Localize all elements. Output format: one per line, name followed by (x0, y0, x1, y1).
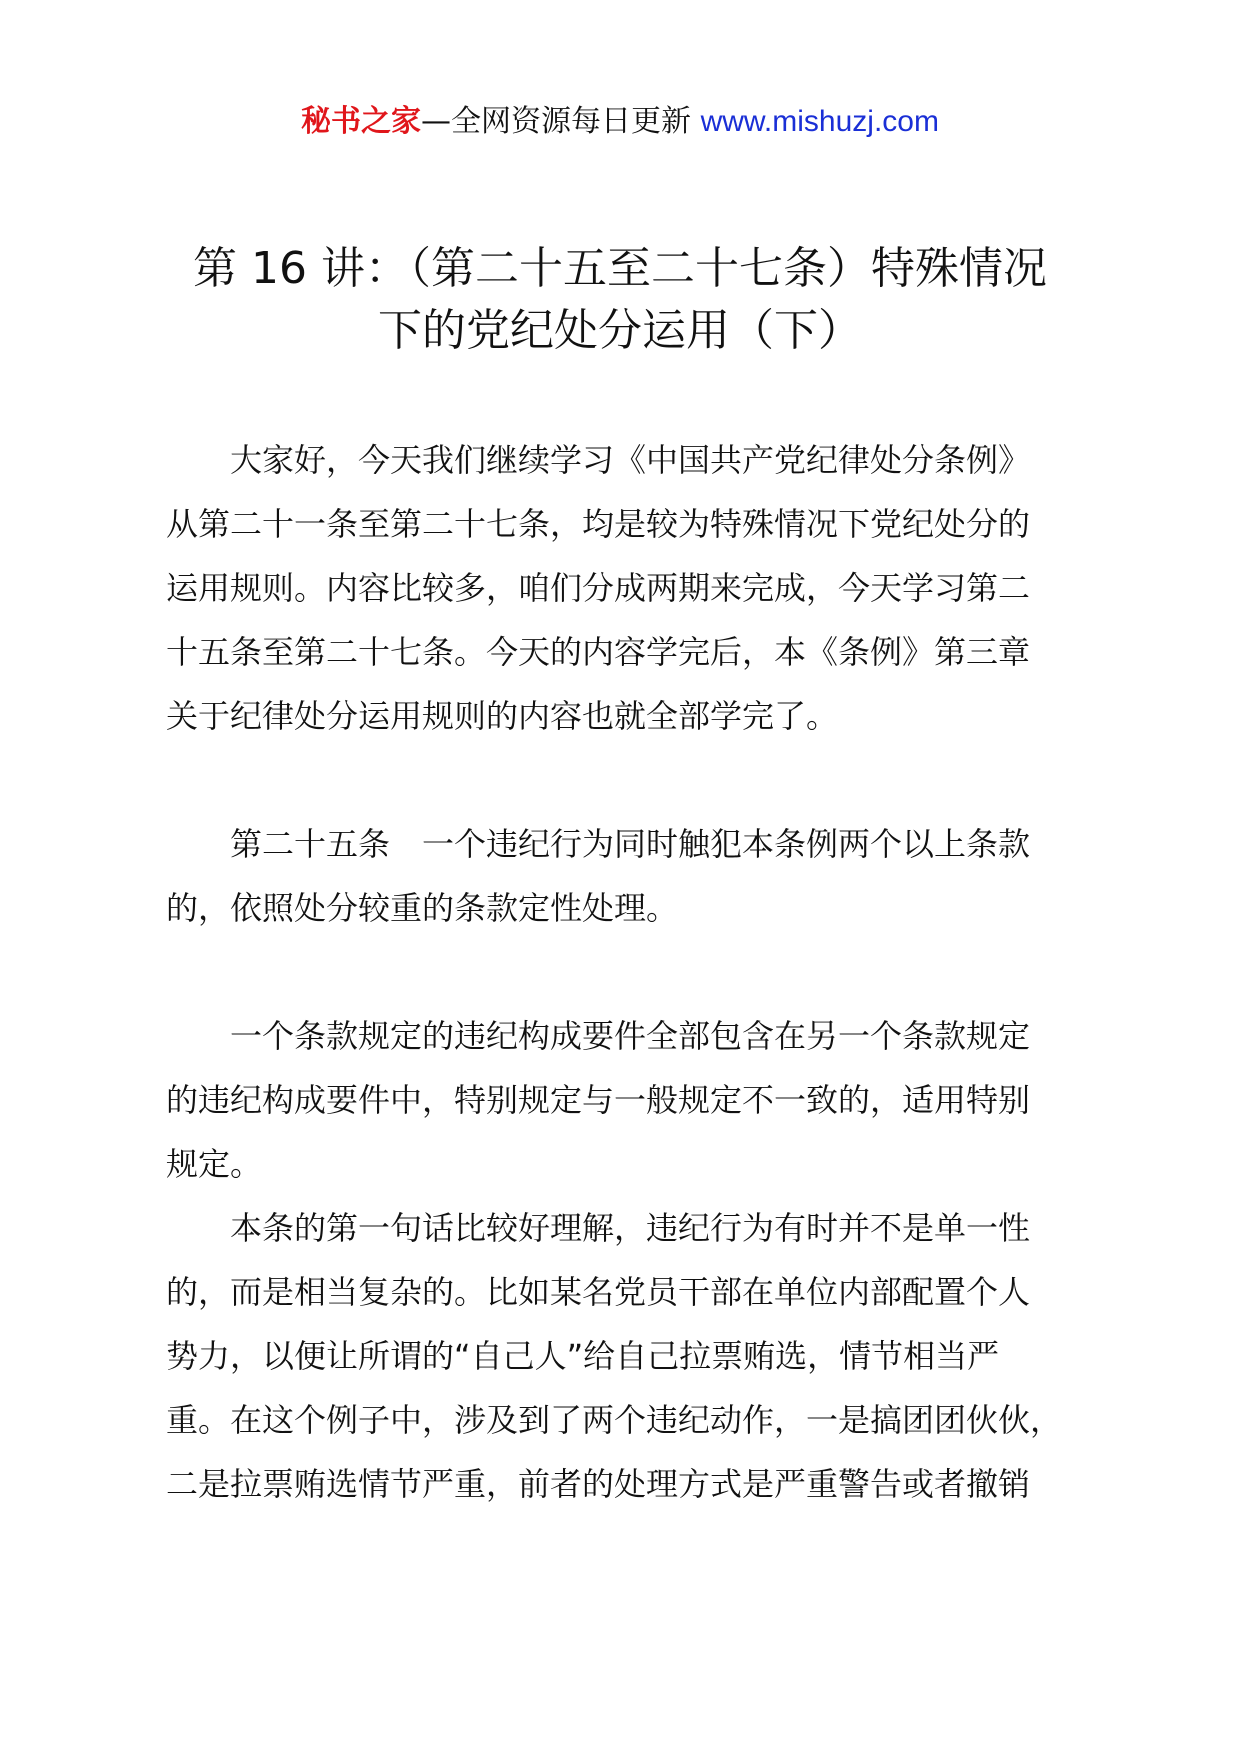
paragraph-line: 十五条至第二十七条。今天的内容学完后，本《条例》第三章 (166, 633, 1031, 671)
paragraph-gap (166, 748, 1090, 812)
paragraph-line: 从第二十一条至第二十七条，均是较为特殊情况下党纪处分的 (166, 505, 1031, 543)
paragraph-line: 一个条款规定的违纪构成要件全部包含在另一个条款规定 (230, 1017, 1031, 1055)
paragraph-line: 规定。 (166, 1145, 263, 1183)
paragraph-intro (166, 428, 1090, 748)
paragraph-line: 的，依照处分较重的条款定性处理。 (166, 889, 679, 927)
site-url-link[interactable]: www.mishuzj.com (700, 105, 939, 138)
brand-name: 秘书之家 (301, 104, 422, 139)
paragraph-line: 本条的第一句话比较好理解，违纪行为有时并不是单一性 (230, 1209, 1031, 1247)
paragraph-line: 重。在这个例子中，涉及到了两个违纪动作，一是搞团团伙伙， (166, 1401, 1063, 1439)
paragraph-line: 运用规则。内容比较多，咱们分成两期来完成，今天学习第二 (166, 569, 1031, 607)
site-header (0, 100, 1240, 144)
paragraph-gap (166, 940, 1090, 1004)
paragraph-line: 第二十五条 一个违纪行为同时触犯本条例两个以上条款 (230, 825, 1031, 863)
paragraph-line: 势力，以便让所谓的“自己人”给自己拉票贿选，情节相当严 (166, 1337, 1000, 1375)
paragraph-line: 关于纪律处分运用规则的内容也就全部学完了。 (166, 697, 839, 735)
paragraph-line: 的，而是相当复杂的。比如某名党员干部在单位内部配置个人 (166, 1273, 1031, 1311)
title-line-2: 下的党纪处分运用（下） (378, 305, 862, 356)
document-title (150, 238, 1090, 362)
paragraph-line: 大家好，今天我们继续学习《中国共产党纪律处分条例》 (230, 441, 1031, 479)
title-line-1: 第 16 讲：（第二十五至二十七条）特殊情况 (193, 243, 1047, 294)
document-body (166, 428, 1090, 1516)
paragraph-line: 的违纪构成要件中，特别规定与一般规定不一致的，适用特别 (166, 1081, 1031, 1119)
header-slogan: —全网资源每日更新 (421, 104, 692, 139)
paragraph-article-25 (166, 812, 1090, 940)
paragraph-line: 二是拉票贿选情节严重，前者的处理方式是严重警告或者撤销 (166, 1465, 1031, 1503)
paragraph-explanation (166, 1196, 1090, 1516)
paragraph-article-25-clause-2 (166, 1004, 1090, 1196)
